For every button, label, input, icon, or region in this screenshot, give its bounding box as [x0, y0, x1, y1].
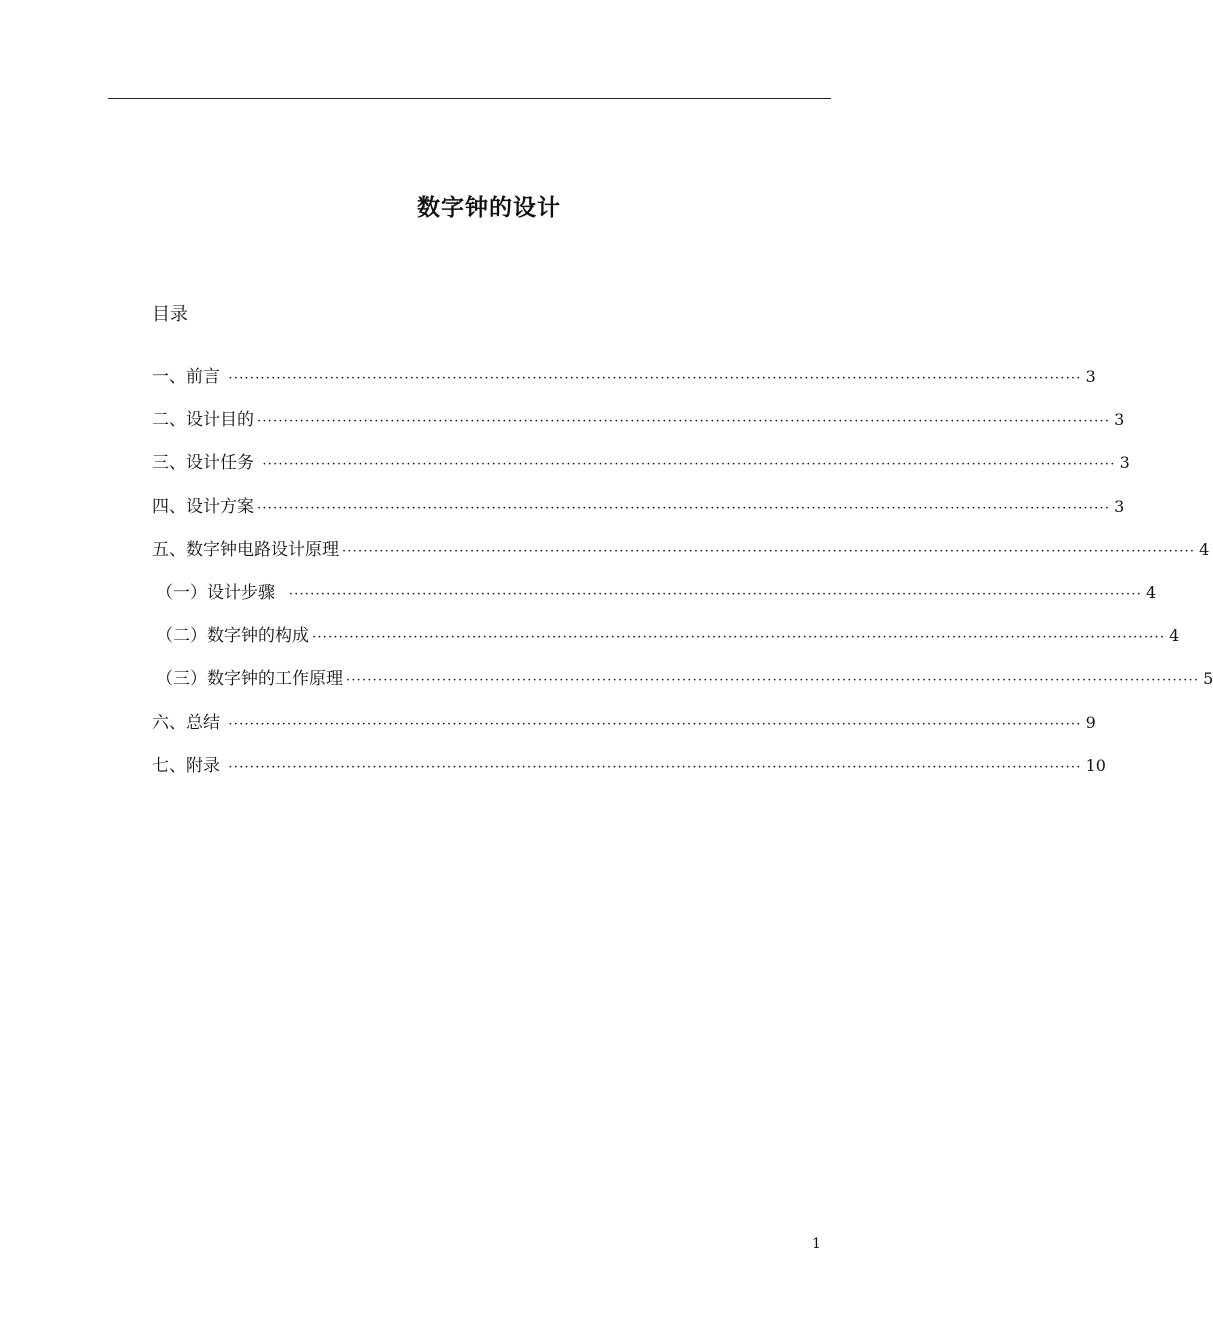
toc-leader-dots: ································································································································································ — [288, 586, 1142, 602]
toc-leader-dots: ································································································································································ — [228, 371, 1082, 386]
toc-entry-label: 一、前言 — [152, 367, 226, 387]
toc-entry[interactable] — [152, 407, 1125, 450]
header-rule — [108, 98, 831, 99]
toc-entry-label: 六、总结 — [152, 712, 226, 733]
toc-entry[interactable] — [152, 364, 1096, 407]
toc-leader-dots: ································································································································································ — [312, 630, 1166, 646]
page-number: 1 — [812, 1236, 821, 1252]
toc-entry[interactable] — [152, 537, 1210, 580]
toc-entry-page: 3 — [1114, 496, 1125, 516]
toc-subentry[interactable] — [152, 580, 1157, 623]
toc-subentry[interactable] — [152, 666, 1213, 709]
toc-subentry[interactable] — [152, 623, 1180, 666]
toc-entry[interactable] — [152, 494, 1125, 537]
toc-entry-page: 9 — [1085, 712, 1096, 732]
toc-leader-dots: ································································································································································ — [228, 716, 1082, 732]
toc-entry-label: 五、数字钟电路设计原理 — [152, 539, 339, 560]
toc-entry-label: 四、设计方案 — [152, 496, 254, 517]
toc-entry-page: 4 — [1199, 539, 1210, 559]
toc-leader-dots: ································································································································································ — [342, 543, 1196, 559]
toc-entry-page: 10 — [1085, 755, 1106, 775]
toc-leader-dots: ································································································································································ — [262, 457, 1116, 473]
toc-heading: 目录 — [152, 304, 188, 325]
toc-entry-label: 七、附录 — [152, 755, 226, 776]
document-title: 数字钟的设计 — [417, 195, 561, 221]
toc-entry-label: （一）设计步骤 — [156, 582, 286, 603]
toc-entry-page: 4 — [1145, 582, 1157, 602]
toc-leader-dots: ································································································································································ — [346, 673, 1200, 689]
toc-entry-page: 3 — [1085, 367, 1096, 386]
toc-entry[interactable] — [152, 450, 1130, 493]
toc-entry-page: 4 — [1169, 626, 1180, 646]
toc-entry-page: 3 — [1114, 410, 1125, 430]
toc-entry[interactable] — [152, 753, 1106, 796]
toc-entry-label: （三）数字钟的工作原理 — [156, 669, 343, 690]
toc-entry-page: 3 — [1119, 453, 1130, 473]
toc-entry-label: （二）数字钟的构成 — [156, 626, 309, 647]
toc-entry-label: 二、设计目的 — [152, 410, 254, 431]
toc-entry-label: 三、设计任务 — [152, 453, 260, 474]
toc-entry-page: 5 — [1203, 669, 1213, 689]
table-of-contents — [152, 364, 1213, 796]
toc-leader-dots: ································································································································································ — [257, 414, 1111, 430]
toc-leader-dots: ································································································································································ — [228, 759, 1082, 775]
toc-leader-dots: ································································································································································ — [257, 500, 1111, 516]
toc-entry[interactable] — [152, 710, 1096, 753]
